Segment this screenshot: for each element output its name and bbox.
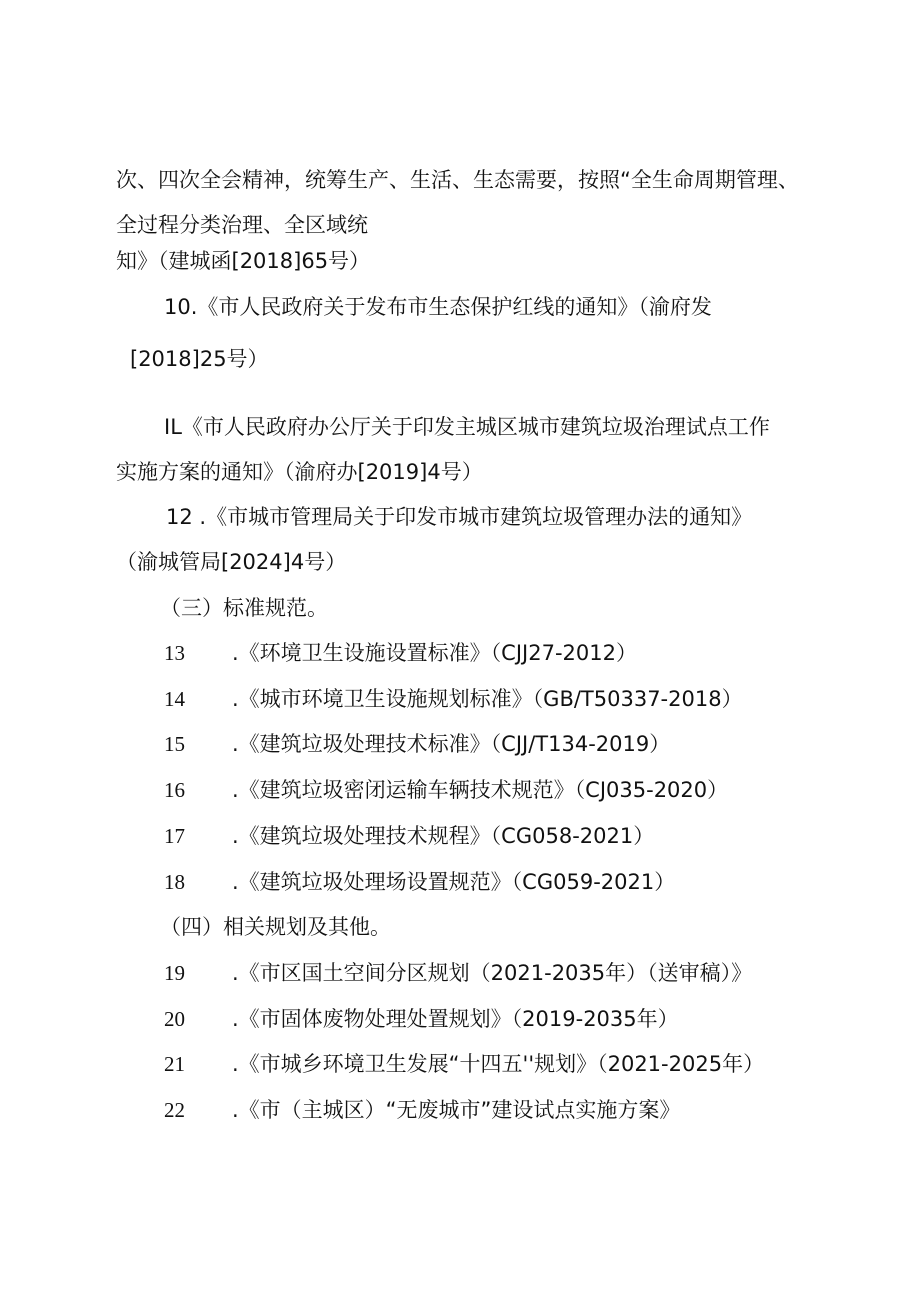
item-number: 14: [164, 687, 185, 711]
item-text: .《建筑垃圾处理场设置规范》（CG059-2021）: [232, 870, 676, 894]
item-number: 20: [164, 1007, 185, 1031]
item-text: .《环境卫生设施设置标准》（CJJ27-2012）: [232, 641, 637, 665]
item-text: .《市固体废物处理处置规划》（2019-2035年）: [232, 1007, 679, 1031]
item-number: 18: [164, 870, 185, 894]
paragraph-line: 10.《市人民政府关于发布市生态保护红线的通知》（渝府发: [164, 295, 712, 319]
item-text: .《市（主城区）“无废城市”建设试点实施方案》: [232, 1098, 681, 1122]
paragraph-line: 12 .《市城市管理局关于印发市城市建筑垃圾管理办法的通知》: [166, 505, 753, 529]
paragraph-line: 实施方案的通知》（渝府办[2019]4号）: [116, 460, 483, 484]
paragraph-line: 全过程分类治理、全区域统: [116, 213, 368, 237]
paragraph-line: IL《市人民政府办公厅关于印发主城区城市建筑垃圾治理试点工作: [164, 415, 770, 439]
paragraph-line: 知》（建城函[2018]65号）: [116, 249, 371, 273]
item-text: .《建筑垃圾处理技术标准》（CJJ/T134-2019）: [232, 732, 671, 756]
item-number: 16: [164, 778, 185, 802]
item-number: 15: [164, 732, 185, 756]
item-text: .《城市环境卫生设施规划标准》（GB/T50337-2018）: [232, 687, 743, 711]
item-number: 17: [164, 824, 185, 848]
paragraph-line: 次、四次全会精神，统筹生产、生活、生态需要，按照“全生命周期管理、: [116, 168, 799, 192]
item-number: 21: [164, 1052, 185, 1076]
paragraph-line: [2018]25号）: [130, 347, 269, 371]
paragraph-line: （渝城管局[2024]4号）: [116, 550, 347, 574]
item-text: .《市区国土空间分区规划（2021-2035年）（送审稿）》: [232, 961, 753, 985]
item-text: .《建筑垃圾密闭运输车辆技术规范》（CJ035-2020）: [232, 778, 729, 802]
section-heading: （三）标准规范。: [160, 596, 328, 620]
item-text: .《建筑垃圾处理技术规程》（CG058-2021）: [232, 824, 655, 848]
item-number: 19: [164, 961, 185, 985]
item-number: 22: [164, 1098, 185, 1122]
section-heading: （四）相关规划及其他。: [160, 915, 391, 939]
item-text: .《市城乡环境卫生发展“十四五''规划》（2021-2025年）: [232, 1052, 765, 1076]
item-number: 13: [164, 641, 185, 665]
